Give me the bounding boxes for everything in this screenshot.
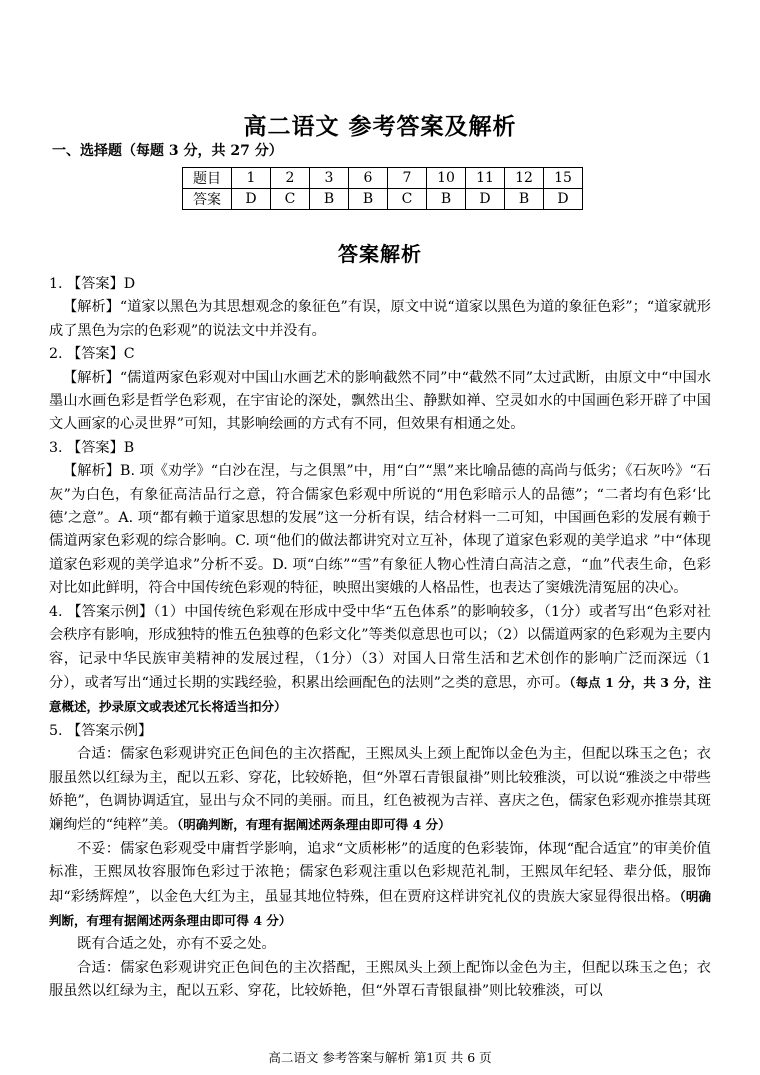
question-number: 7 bbox=[388, 168, 427, 189]
question-number: 15 bbox=[544, 168, 583, 189]
q2-answer: 2. 【答案】C bbox=[49, 346, 135, 363]
q5-answer: 5. 【答案示例】 bbox=[49, 722, 153, 739]
question-number: 1 bbox=[232, 168, 271, 189]
q5-paragraph-suitable bbox=[49, 743, 711, 838]
question-number: 2 bbox=[271, 168, 310, 189]
answer-letter: B bbox=[427, 189, 466, 210]
q2-explanation: 【解析】“儒道两家色彩观对中国山水画艺术的影响截然不同”中“截然不同”太过武断，由原文中“中国水墨山水画色彩是哲学色彩观，在宇宙论的深处，飘然出尘、静默如禅、空灵如水的中国画色彩开辟了中国文人画家的心灵世界”可知，其影响绘画的方式有不同，但效果有相通之处。 bbox=[49, 369, 711, 433]
answer-letter: D bbox=[466, 189, 505, 210]
answer-letter: C bbox=[388, 189, 427, 210]
answer-explanations bbox=[49, 273, 711, 1004]
q5-paragraph-suitable-repeat: 合适：儒家色彩观讲究正色间色的主次搭配，王熙凤头上颈上配饰以金色为主，但配以珠玉之色；衣服虽然以红绿为主，配以五彩、穿花，比较娇艳，但“外罩石青银鼠褂”则比较雅淡，可以 bbox=[49, 959, 711, 1000]
section-subtitle: 答案解析 bbox=[338, 242, 422, 266]
page-title: 高二语文 参考答案及解析 bbox=[243, 113, 517, 140]
answer-letter: B bbox=[349, 189, 388, 210]
q5-paragraph-unsuitable bbox=[49, 838, 711, 934]
q5-p1-note: （明确判断，有理有据阐述两条理由即可得 4 分） bbox=[177, 817, 451, 833]
page-footer: 高二语文 参考答案与解析 第1页 共 6 页 bbox=[268, 1050, 492, 1065]
q1-explanation: 【解析】“道家以黑色为其思想观念的象征色”有误，原文中说“道家以黑色为道的象征色彩”；“道家就形成了黑色为宗的色彩观”的说法文中并没有。 bbox=[49, 299, 711, 339]
q4-scoring-note: （每点 1 分，共 3 分，注意概述，抄录原文或表述冗长将适当扣分） bbox=[49, 674, 711, 715]
question-number: 11 bbox=[466, 168, 505, 189]
q4-text: 4. 【答案示例】（1）中国传统色彩观在形成中受中华“五色体系”的影响较多，（1分）或者写出“色彩对社会秩序有影响，形成独特的惟五色独尊的色彩文化”等类似意思也可以；（2）以儒道两家的色彩观为主要内容，记录中华民族审美精神的发展过程，（1分）（3）对国人日常生活和艺术创作的影响广泛而深远（1分），或者写出“通过长期的实践经验，积累出绘画配色的法则”之类的意思，亦可。 bbox=[49, 603, 711, 691]
table-row-answers bbox=[183, 189, 583, 210]
section-heading-choice: 一、选择题（每题 3 分，共 27 分） bbox=[52, 143, 283, 159]
q1-answer: 1. 【答案】D bbox=[49, 276, 136, 292]
table-row-label: 题目 bbox=[183, 168, 232, 189]
q5-p2-text: 不妥：儒家色彩观受中庸哲学影响，追求“文质彬彬”的适度的色彩装饰，体现“配合适宜”的审美价值标准，王熙凤妆容服饰色彩过于浓艳；儒家色彩观注重以色彩规范礼制，王熙凤年纪轻、辈分低，服饰却“彩绣辉煌”，以金色大红为主，虽显其地位特殊，但在贾府这样讲究礼仪的贵族大家显得很出格。 bbox=[49, 840, 711, 905]
answer-letter: B bbox=[505, 189, 544, 210]
table-row-questions bbox=[183, 168, 583, 189]
question-number: 12 bbox=[505, 168, 544, 189]
question-number: 3 bbox=[310, 168, 349, 189]
answer-letter: D bbox=[544, 189, 583, 210]
q3-answer: 3. 【答案】B bbox=[49, 439, 135, 456]
q4-answer bbox=[49, 601, 711, 720]
question-number: 10 bbox=[427, 168, 466, 189]
answer-letter: C bbox=[271, 189, 310, 210]
table-row-label: 答案 bbox=[183, 189, 232, 210]
answer-table bbox=[182, 167, 583, 210]
q5-p1-text: 合适：儒家色彩观讲究正色间色的主次搭配，王熙凤头上颈上配饰以金色为主，但配以珠玉之色；衣服虽然以红绿为主，配以五彩、穿花，比较娇艳，但“外罩石青银鼠褂”则比较雅淡，可以说“雅淡之中带些娇艳”，色调协调适宜，显出与众不同的美丽。而且，红色被视为吉祥、喜庆之色，儒家色彩观亦推崇其斑斓绚烂的“纯粹”美。 bbox=[49, 746, 711, 834]
q5-paragraph-both: 既有合适之处，亦有不妥之处。 bbox=[77, 936, 276, 953]
question-number: 6 bbox=[349, 168, 388, 189]
answer-letter: D bbox=[232, 189, 271, 210]
q3-explanation: 【解析】B. 项《劝学》“白沙在涅，与之俱黑”中，用“白”“黑”来比喻品德的高尚与低劣；《石灰吟》“石灰”为白色，有象征高洁品行之意，符合儒家色彩观中所说的“用色彩暗示人的品德”；“二者均有色彩‘比德’之意”。A. 项“都有赖于道家思想的发展”这一分析有误，结合材料一二可知，中国画色彩的发展有赖于儒道两家色彩观的综合影响。C. 项“他们的做法都讲究对立互补，体现了道家色彩观的美学追求 ”中“体现道家色彩观的美学追求”分析不妥。D. 项“白练”“雪”有象征人物心性清白高洁之意，“血”代表生命，色彩对比如此鲜明，符合中国传统色彩观的特征，映照出窦娥的人格品性，也表达了窦娥洗清冤屈的决心。 bbox=[49, 463, 711, 597]
answer-letter: B bbox=[310, 189, 349, 210]
q5-p2-note: （明确判断，有理有据阐述两条理由即可得 4 分） bbox=[49, 888, 711, 928]
